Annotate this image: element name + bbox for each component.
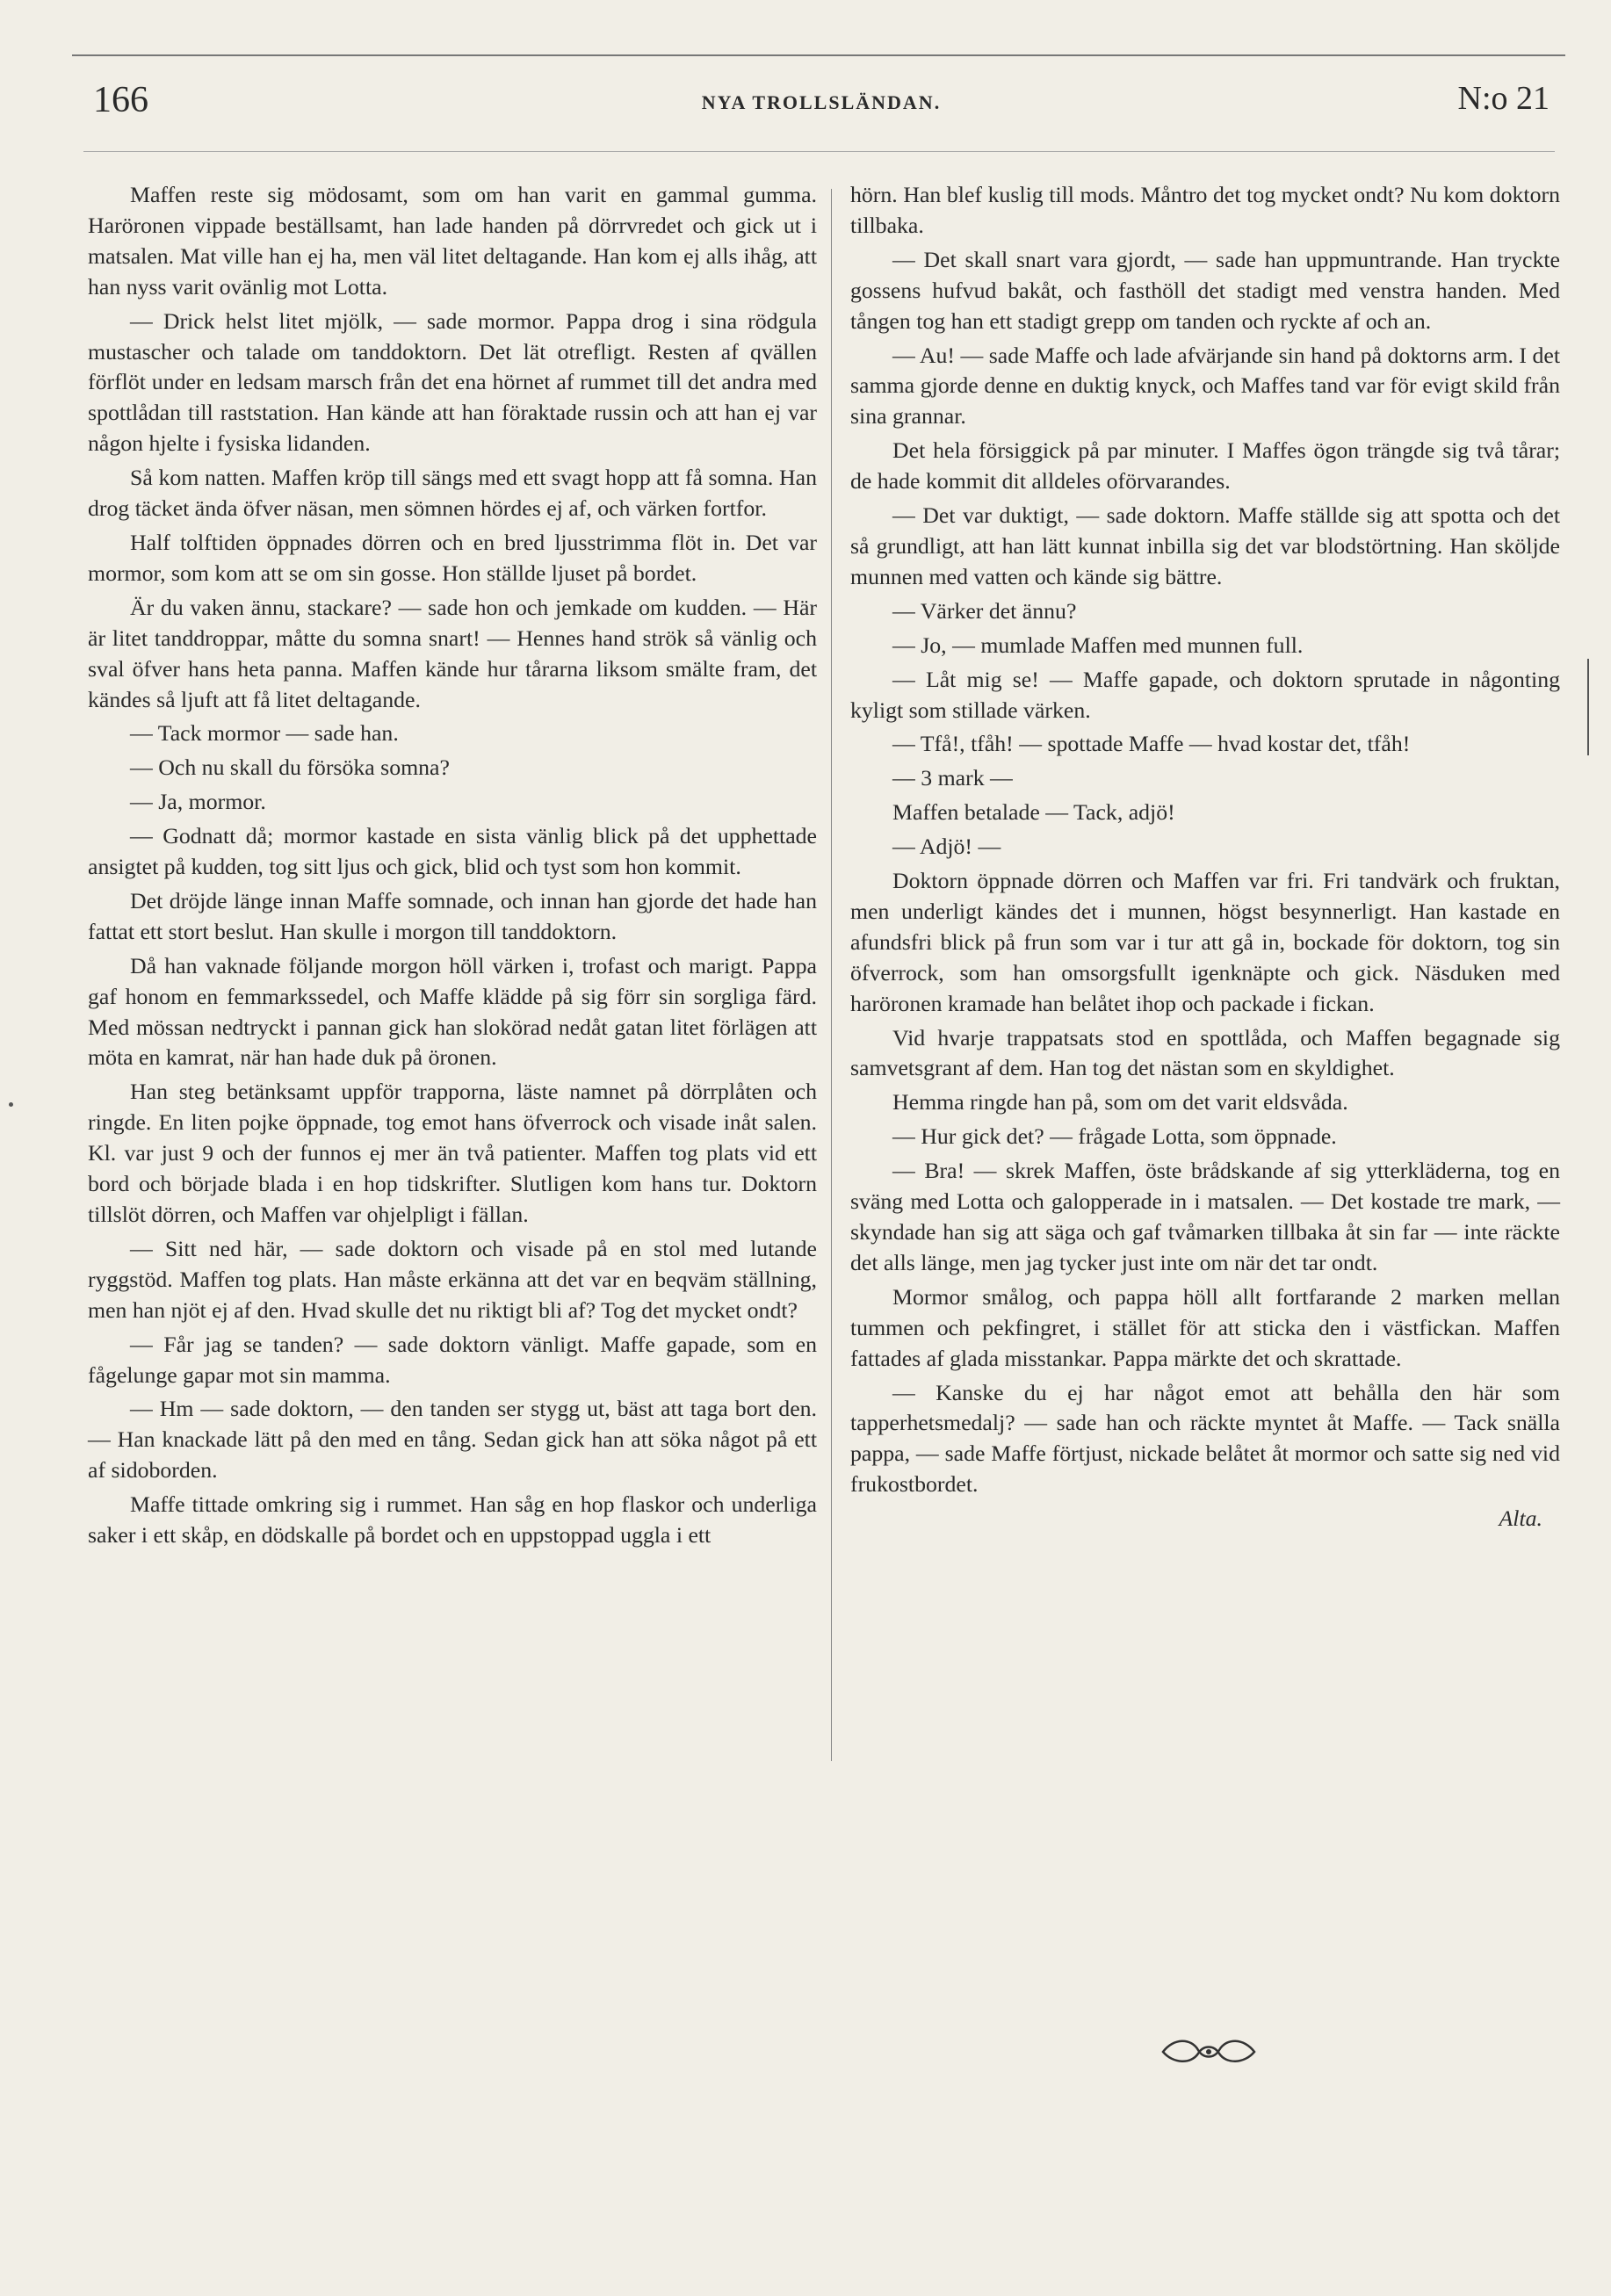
paragraph: — Drick helst litet mjölk, — sade mormor. Pappa drog i sina rödgula mustascher och talade om tanddoktorn. Det lät otrefligt. Resten af qvällen förflöt under en ledsam marsch från det ena hörnet af rummet till det andra med spottlådan till raststation. Han kände att han föraktade russin och att han ej var någon hjelte i fysiska lidanden. bbox=[88, 307, 817, 457]
paragraph: — Och nu skall du försöka somna? bbox=[130, 755, 450, 781]
paragraph: Det dröjde länge innan Maffe somnade, och innan han gjorde det hade han fattat ett stort beslut. Han skulle i morgon till tanddoktorn. bbox=[88, 887, 817, 944]
paragraph: — Sitt ned här, — sade doktorn och visade på en stol med lutande ryggstöd. Maffen tog plats. Han måste erkänna att det var en beqväm ställning, men han njöt ej af den. Hvad skulle det nu riktigt bli af? Tog det mycket ondt? bbox=[88, 1235, 817, 1323]
paragraph: — Jo, — mumlade Maffen med munnen full. bbox=[892, 632, 1304, 658]
paragraph: — Bra! — skrek Maffen, öste brådskande af sig ytterkläderna, tog en sväng med Lotta och galopperade in i matsalen. — Det kostade tre mark, — skyndade han sig att säga och gaf tvåmarken tillbaka åt sin far — inte räckte det alls länge, men jag tycker just inte om när det tar ondt. bbox=[850, 1158, 1560, 1275]
paragraph: — Det var duktigt, — sade doktorn. Maffe ställde sig att spotta och det så grundligt, att han lätt kunnat inbilla sig det var blodstörtning. Han sköljde munnen med vatten och kände sig bättre. bbox=[850, 502, 1560, 589]
paragraph: Maffen reste sig mödosamt, som om han varit en gammal gumma. Haröronen vippade beställsamt, han lade handen på dörrvredet och gick ut i matsalen. Mat ville han ej ha, men väl litet deltagande. Han kom ej alls ihåg, att han nyss varit ovänlig mot Lotta. bbox=[88, 182, 817, 300]
journal-title: NYA TROLLSLÄNDAN. bbox=[701, 91, 942, 113]
paragraph: — Hm — sade doktorn, — den tanden ser stygg ut, bäst att taga bort den. — Han knackade lätt på den med en tång. Sedan gick han att söka något på ett af sidoborden. bbox=[88, 1396, 817, 1484]
paragraph: — 3 mark — bbox=[892, 765, 1013, 791]
paragraph: — Tfå!, tfåh! — spottade Maffe — hvad kostar det, tfåh! bbox=[892, 731, 1411, 757]
paragraph: — Får jag se tanden? — sade doktorn vänligt. Maffe gapade, som en fågelunge gapar mot sin mamma. bbox=[88, 1331, 817, 1388]
margin-mark bbox=[1587, 659, 1589, 755]
paragraph: — Au! — sade Maffe och lade afvärjande sin hand på doktorns arm. I det samma gjorde denne en duktig knyck, och Maffes tand var för evigt skild från sina grannar. bbox=[850, 342, 1560, 430]
paragraph: hörn. Han blef kuslig till mods. Måntro det tog mycket ondt? Nu kom doktorn tillbaka. bbox=[850, 182, 1560, 238]
paragraph: — Hur gick det? — frågade Lotta, som öppnade. bbox=[892, 1123, 1337, 1150]
paragraph: Mormor smålog, och pappa höll allt fortfarande 2 marken mellan tummen och pekfingret, i stället för att sticka den i västfickan. Maffen fattades af glada misstankar. Pappa märkte det och skrattade. bbox=[850, 1283, 1560, 1371]
paragraph: Half tolftiden öppnades dörren och en bred ljusstrimma flöt in. Det var mormor, som kom att se om sin gosse. Hon ställde ljuset på bordet. bbox=[88, 529, 817, 586]
paragraph: Är du vaken ännu, stackare? — sade hon och jemkade om kudden. — Här är litet tanddroppar, måtte du somna snart! — Hennes hand strök så vänlig och sval öfver hans heta panna. Maffen kände hur tårarna liksom smälte fram, det kändes så ljuft att få litet deltagande. bbox=[88, 594, 817, 712]
page-number: 166 bbox=[93, 80, 148, 120]
top-rule bbox=[72, 54, 1565, 56]
issue-number: N:o 21 bbox=[1457, 80, 1550, 117]
column-divider bbox=[831, 189, 832, 1761]
ornament-flourish-icon bbox=[1156, 2032, 1261, 2068]
paragraph: Så kom natten. Maffen kröp till sängs med ett svagt hopp att få somna. Han drog täcket ända öfver näsan, men sömnen hördes ej af, och värken fortfor. bbox=[88, 465, 817, 522]
paragraph: — Värker det ännu? bbox=[892, 597, 1077, 624]
paragraph: — Godnatt då; mormor kastade en sista vänlig blick på det upphettade ansigtet på kudden, tog sitt ljus och gick, blid och tyst som hon kommit. bbox=[88, 823, 817, 880]
paragraph: — Adjö! — bbox=[892, 834, 1001, 860]
author-signature: Alta. bbox=[1499, 1505, 1542, 1532]
print-speck bbox=[9, 1102, 13, 1107]
page-header bbox=[88, 79, 1555, 132]
paragraph: Han steg betänksamt uppför trapporna, läste namnet på dörrplåten och ringde. En liten pojke öppnade, tog emot hans öfverrock och visade inåt salen. Kl. var just 9 och der funnos ej mer än två patienter. Maffen tog plats vid ett bord och började blada i en hop tidskrifter. Slutligen kom hans tur. Doktorn tillslöt dörren, och Maffen var ohjelpligt i fällan. bbox=[88, 1079, 817, 1227]
paragraph: Hemma ringde han på, som om det varit eldsvåda. bbox=[892, 1089, 1348, 1116]
right-column bbox=[850, 180, 1560, 1538]
paragraph: — Tack mormor — sade han. bbox=[130, 720, 399, 747]
paragraph: Då han vaknade följande morgon höll värken i, trofast och marigt. Pappa gaf honom en femmarkssedel, och Maffe klädde på sig förr sin sorgliga färd. Med mössan nedtryckt i pannan gick han slokörad nedåt gatan litet förlägen att möta en kamrat, när han hade duk på öronen. bbox=[88, 952, 817, 1071]
paragraph: Det hela försiggick på par minuter. I Maffes ögon trängde sig två tårar; de hade kommit dit alldeles oförvarandes. bbox=[850, 437, 1560, 495]
paragraph: Vid hvarje trappatsats stod en spottlåda, och Maffen begagnade sig samvetsgrant af dem. Han tog det nästan som en skyldighet. bbox=[850, 1024, 1560, 1081]
left-column bbox=[88, 180, 817, 1555]
paragraph: Maffen betalade — Tack, adjö! bbox=[892, 799, 1175, 826]
paragraph: Doktorn öppnade dörren och Maffen var fri. Fri tandvärk och fruktan, men underligt kändes det i munnen, högst besynnerligt. Han kastade en afundsfri blick på frun som var i tur att gå in, bockade för doktorn, tog sin öfverrock, som han omsorgsfullt igenknäpte och gick. Näsduken med haröronen kramade han belåtet ihop och packade i fickan. bbox=[850, 868, 1560, 1016]
paragraph: — Det skall snart vara gjordt, — sade han uppmuntrande. Han tryckte gossens hufvud bakåt, och fasthöll det stadigt med venstra handen. Med tången tog han ett stadigt grepp om tanden och ryckte af och an. bbox=[850, 246, 1560, 334]
header-rule bbox=[83, 151, 1555, 152]
paragraph: — Låt mig se! — Maffe gapade, och doktorn sprutade in någonting kyligt som stillade värken. bbox=[850, 666, 1560, 723]
paragraph: — Ja, mormor. bbox=[130, 789, 266, 815]
paragraph: Maffe tittade omkring sig i rummet. Han såg en hop flaskor och underliga saker i ett skåp, en dödskalle på bordet och en uppstoppad uggla i ett bbox=[88, 1491, 817, 1549]
paragraph: — Kanske du ej har något emot att behålla den här som tapperhetsmedalj? — sade han och räckte myntet åt Maffe. — Tack snälla pappa, — sade Maffe förtjust, nickade belåtet åt mormor och satte sig ned vid frukostbordet. bbox=[850, 1379, 1560, 1498]
